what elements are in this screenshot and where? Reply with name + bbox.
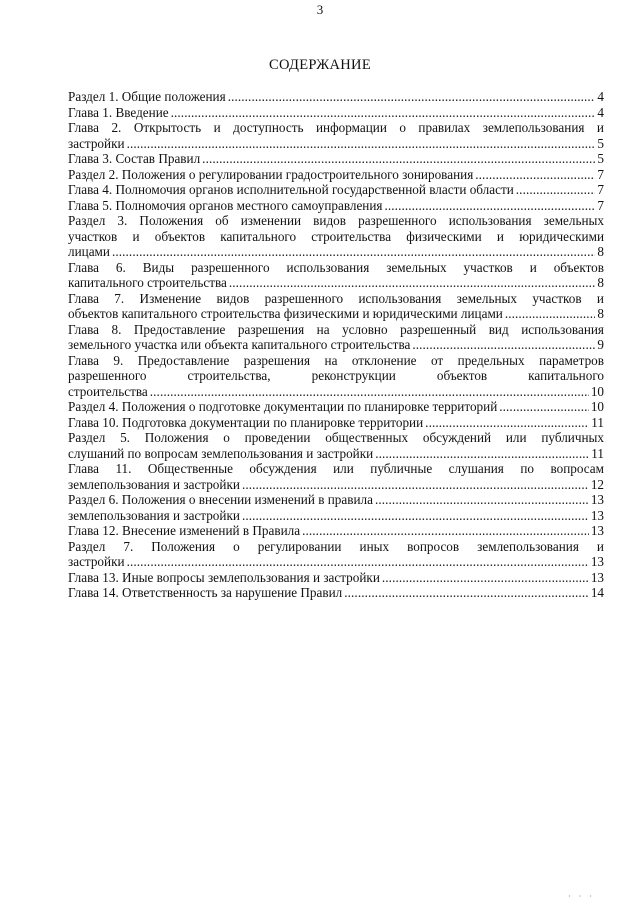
toc-entry-text: Глава 5. Полномочия органов местного самоуправления [68,197,383,213]
toc-entry-last-line [68,105,604,121]
toc-entry-last-line [68,523,604,539]
toc-entry-line: Раздел 7. Положения о регулировании иных вопросов землепользования и [68,538,604,554]
toc-entry-text: Раздел 4. Положения о подготовке документации по планировке территорий [68,399,498,414]
toc-entry-page: 13 [590,492,604,507]
toc-entry[interactable] [68,167,604,183]
toc-entry-last-line [68,306,604,322]
toc-entry-last-line [68,198,604,214]
toc-entry-line: Глава 7. Изменение видов разрешенного использования земельных участков и [68,290,604,306]
toc-entry-text: Глава 14. Ответственность за нарушение Правил [68,585,343,600]
toc-entry-text: строительства [68,383,148,399]
toc-entry-page: 13 [590,507,604,523]
toc-entry[interactable] [68,585,604,601]
toc-entry-text: застройки [68,554,125,569]
toc-entry-last-line [68,337,604,353]
toc-entry-page: 8 [597,306,604,321]
dot-leader [202,151,595,167]
toc-entry-text: объектов капитального строительства физическими и юридическими лицами [68,306,503,321]
toc-entry-line: Глава 2. Открытость и доступность информации о правилах землепользования и [68,120,604,135]
toc-entry-page: 13 [590,569,604,585]
toc-entry[interactable] [68,353,604,400]
toc-entry[interactable] [68,415,604,431]
toc-entry-page: 11 [591,445,604,461]
dot-leader [112,244,595,260]
toc-entry-last-line [68,570,604,586]
toc-entry-line: Глава 9. Предоставление разрешения на отклонение от предельных параметров [68,352,604,368]
toc-entry-text: лицами [68,244,110,259]
toc-entry-last-line [68,415,604,431]
toc-entry[interactable] [68,213,604,260]
dot-leader [127,136,596,152]
dot-leader [375,446,589,462]
toc-entry[interactable] [68,461,604,492]
toc-entry-last-line [68,384,604,400]
dot-leader [242,508,589,524]
toc-entry[interactable] [68,570,604,586]
toc-entry-last-line [68,399,604,415]
toc-entry-line: Глава 11. Общественные обсуждения или публичные слушания по вопросам [68,461,604,476]
toc-entry-line: разрешенного строительства, реконструкции объектов капитального [68,368,604,383]
toc-entry-line: участков и объектов капитального строительства физическими и юридическими [68,228,604,244]
toc-entry-line: Раздел 3. Положения об изменении видов разрешенного использования земельных [68,213,604,228]
toc-entry[interactable] [68,492,604,508]
dot-leader [302,523,589,539]
toc-entry-last-line [68,508,604,524]
toc-entry-last-line [68,151,604,167]
toc-entry[interactable] [68,151,604,167]
toc-entry-line: Глава 6. Виды разрешенного использования земельных участков и объектов [68,259,604,275]
toc-entry-page: 13 [590,554,604,569]
page-number: 3 [316,2,324,17]
toc-entry-page: 10 [590,383,604,399]
toc-entry-page: 9 [597,337,604,352]
toc-entry-page: 7 [597,166,604,182]
toc-entry-page: 14 [590,585,604,600]
toc-entry[interactable] [68,523,604,539]
toc-entry-page: 8 [597,275,604,290]
toc-entry-text: Глава 3. Состав Правил [68,151,201,166]
toc-entry[interactable] [68,291,604,322]
dot-leader [475,167,595,183]
dot-leader [382,570,589,586]
toc-entry-text: землепользования и застройки [68,507,240,523]
toc-title: СОДЕРЖАНИЕ [269,57,371,73]
dot-leader [505,306,596,322]
dot-leader [150,384,589,400]
toc-entry-last-line [68,89,604,105]
toc-entry-text: Глава 13. Иные вопросы землепользования и застройки [68,569,380,585]
dot-leader [385,198,596,214]
toc-entry-last-line [68,136,604,152]
toc-entry-page: 8 [597,244,604,259]
toc-entry-last-line [68,477,604,493]
dot-leader [344,585,589,601]
dot-leader [499,399,589,415]
toc-entry-text: Глава 1. Введение [68,104,169,120]
dot-leader [229,275,596,291]
toc-entry-page: 5 [597,135,604,151]
toc-entry-text: Глава 4. Полномочия органов исполнительной государственной власти области [68,182,514,197]
toc-entry[interactable] [68,539,604,570]
toc-entry-last-line [68,275,604,291]
toc-entry-text: землепользования и застройки [68,476,240,492]
dot-leader [516,182,596,198]
toc-entry[interactable] [68,198,604,214]
toc-entry-page: 12 [590,476,604,492]
table-of-contents [68,89,604,601]
toc-entry[interactable] [68,260,604,291]
toc-entry-last-line [68,167,604,183]
toc-entry-last-line [68,244,604,260]
toc-entry-text: земельного участка или объекта капитального строительства [68,337,411,352]
toc-entry-last-line [68,446,604,462]
toc-entry[interactable] [68,89,604,105]
toc-entry-last-line [68,554,604,570]
toc-entry-text: слушаний по вопросам землепользования и застройки [68,445,374,461]
dot-leader [375,492,589,508]
dot-leader [412,337,595,353]
toc-entry[interactable] [68,399,604,415]
dot-leader [171,105,596,121]
dot-leader [127,554,589,570]
toc-entry-page: 4 [597,104,604,120]
dot-leader [242,477,589,493]
toc-entry[interactable] [68,430,604,461]
toc-entry[interactable] [68,105,604,121]
toc-entry-text: Раздел 1. Общие положения [68,89,226,104]
toc-entry[interactable] [68,120,604,151]
toc-entry-text: Глава 10. Подготовка документации по планировке территории [68,414,424,430]
toc-entry[interactable] [68,508,604,524]
toc-entry-last-line [68,492,604,508]
toc-entry-line: Раздел 5. Положения о проведении общественных обсуждений или публичных [68,430,604,445]
toc-entry-text: застройки [68,135,125,151]
toc-entry-last-line [68,182,604,198]
toc-entry-page: 10 [590,399,604,414]
toc-entry-line: Глава 8. Предоставление разрешения на условно разрешенный вид использования [68,321,604,337]
toc-entry-text: Раздел 2. Положения о регулировании градостроительного зонирования [68,166,474,182]
toc-entry-page: 5 [597,151,604,166]
dot-leader [228,89,596,105]
toc-entry-text: Глава 12. Внесение изменений в Правила [68,523,301,538]
toc-entry[interactable] [68,182,604,198]
dot-leader [425,415,589,431]
toc-entry-page: 13 [590,523,604,538]
toc-entry-page: 7 [597,197,604,213]
toc-entry-page: 4 [597,89,604,104]
toc-entry-page: 11 [591,414,604,430]
toc-entry[interactable] [68,322,604,353]
toc-entry-last-line [68,585,604,601]
scan-artifact: · · · [568,892,595,901]
toc-entry-text: капитального строительства [68,275,227,290]
toc-entry-page: 7 [597,182,604,197]
toc-entry-text: Раздел 6. Положения о внесении изменений в правила [68,492,373,507]
